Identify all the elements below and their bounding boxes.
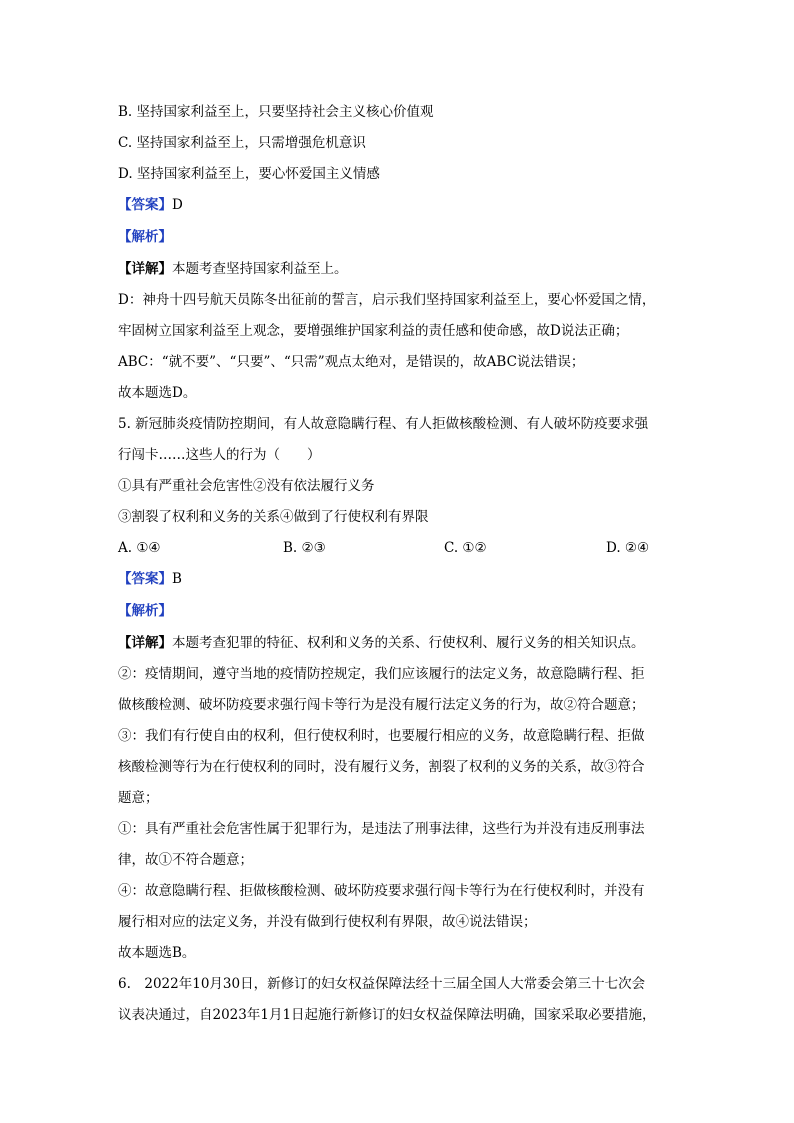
q4-option-c: C. 坚持国家利益至上，只需增强危机意识 bbox=[118, 135, 366, 151]
detail-tag: 【详解】 bbox=[118, 261, 172, 277]
q4-detail-line bbox=[118, 259, 348, 279]
answer-value: D bbox=[172, 197, 183, 213]
detail-tag: 【详解】 bbox=[118, 635, 172, 651]
q5-detail-3: 做核酸检测、破坏防疫要求强行闯卡等行为是没有履行法定义务的行为，故②符合题意； bbox=[118, 697, 645, 713]
q4-detail-2: D：神舟十四号航天员陈冬出征前的誓言，启示我们坚持国家利益至上，要心怀爱国之情， bbox=[118, 292, 656, 308]
answer-value: B bbox=[172, 571, 182, 587]
q5-analysis-tag: 【解析】 bbox=[118, 603, 172, 619]
q5-detail-7: ①：具有严重社会危害性属于犯罪行为，是违法了刑事法律，这些行为并没有违反刑事法 bbox=[118, 821, 645, 837]
q4-analysis-tag: 【解析】 bbox=[118, 229, 172, 245]
q4-option-d: D. 坚持国家利益至上，要心怀爱国主义情感 bbox=[118, 166, 380, 182]
q5-option-c: C. ①② bbox=[444, 540, 487, 556]
detail-text: 本题考查坚持国家利益至上。 bbox=[172, 261, 348, 277]
q5-detail-line bbox=[118, 633, 645, 653]
q5-detail-11: 故本题选B。 bbox=[118, 945, 196, 961]
q6-stem-1: 6. 2022年10月30日，新修订的妇女权益保障法经十三届全国人大常委会第三十七次会 bbox=[118, 976, 646, 992]
q5-option-b: B. ②③ bbox=[283, 540, 326, 556]
q4-option-b: B. 坚持国家利益至上，只要坚持社会主义核心价值观 bbox=[118, 104, 434, 120]
q5-detail-4: ③：我们有行使自由的权利，但行使权利时，也要履行相应的义务，故意隐瞒行程、拒做 bbox=[118, 728, 645, 744]
q4-detail-3: 牢固树立国家利益至上观念，要增强维护国家利益的责任感和使命感，故D说法正确； bbox=[118, 323, 629, 339]
answer-tag: 【答案】 bbox=[118, 197, 172, 213]
q4-detail-4: ABC：“就不要”、“只要”、“只需”观点太绝对，是错误的，故ABC说法错误； bbox=[118, 354, 585, 370]
q5-detail-10: 履行相对应的法定义务，并没有做到行使权利有界限，故④说法错误； bbox=[118, 914, 537, 930]
q5-option-d: D. ②④ bbox=[606, 540, 650, 556]
q5-stem-1: 5. 新冠肺炎疫情防控期间，有人故意隐瞒行程、有人拒做核酸检测、有人破坏防疫要求强 bbox=[118, 416, 649, 432]
q5-option-a: A. ①④ bbox=[118, 540, 161, 556]
q5-detail-5: 核酸检测等行为在行使权利的同时，没有履行义务，割裂了权利的义务的关系，故③符合 bbox=[118, 759, 645, 775]
q5-item-2: ③割裂了权利和义务的关系④做到了行使权利有界限 bbox=[118, 509, 429, 525]
answer-tag: 【答案】 bbox=[118, 571, 172, 587]
q5-detail-9: ④：故意隐瞒行程、拒做核酸检测、破坏防疫要求强行闯卡等行为在行使权利时，并没有 bbox=[118, 883, 645, 899]
q4-detail-5: 故本题选D。 bbox=[118, 385, 197, 401]
q5-stem-2: 行闯卡……这些人的行为（ ） bbox=[118, 447, 321, 463]
q6-stem-2: 议表决通过，自2023年1月1日起施行新修订的妇女权益保障法明确，国家采取必要措施， bbox=[118, 1007, 656, 1023]
q5-detail-2: ②：疫情期间，遵守当地的疫情防控规定，我们应该履行的法定义务，故意隐瞒行程、拒 bbox=[118, 666, 645, 682]
q5-item-1: ①具有严重社会危害性②没有依法履行义务 bbox=[118, 478, 375, 494]
q5-answer-line bbox=[118, 569, 182, 589]
detail-text: 本题考查犯罪的特征、权利和义务的关系、行使权利、履行义务的相关知识点。 bbox=[172, 635, 645, 651]
q5-detail-6: 题意； bbox=[118, 790, 159, 806]
q5-detail-8: 律，故①不符合题意； bbox=[118, 852, 253, 868]
q4-answer-line bbox=[118, 195, 183, 215]
